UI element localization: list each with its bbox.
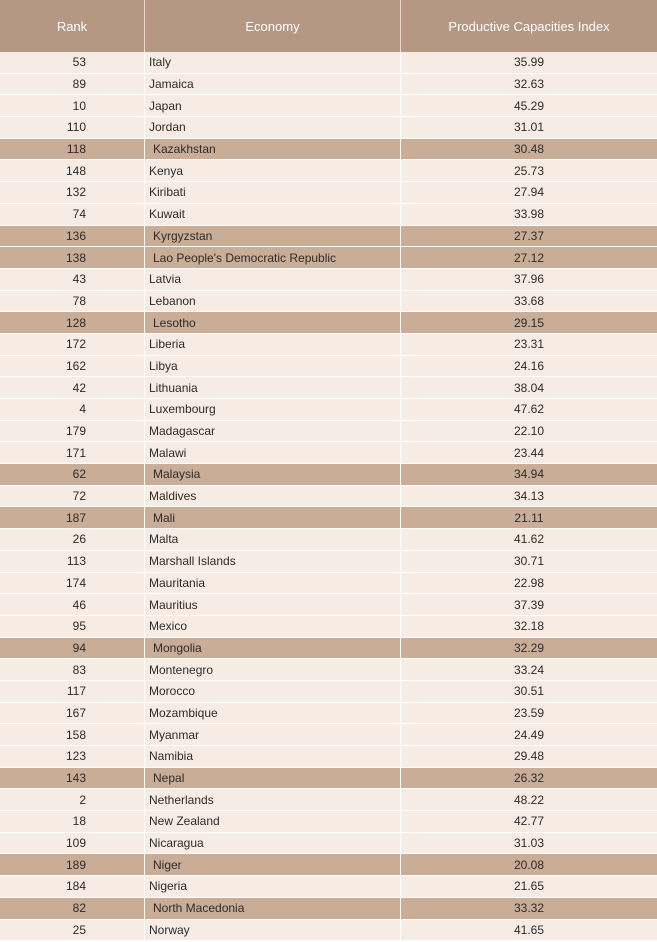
economy-cell: New Zealand bbox=[145, 811, 401, 833]
rank-cell: 113 bbox=[0, 551, 145, 573]
economy-cell: Madagascar bbox=[145, 421, 401, 443]
rank-cell: 94 bbox=[0, 638, 145, 660]
pci-cell: 33.32 bbox=[401, 898, 657, 920]
pci-cell: 33.68 bbox=[401, 291, 657, 313]
rank-cell: 74 bbox=[0, 204, 145, 226]
rank-cell: 123 bbox=[0, 746, 145, 768]
economy-cell: Mali bbox=[145, 507, 401, 529]
economy-cell: Jamaica bbox=[145, 74, 401, 96]
economy-cell: Lebanon bbox=[145, 291, 401, 313]
pci-cell: 23.31 bbox=[401, 334, 657, 356]
economy-cell: Kyrgyzstan bbox=[145, 226, 401, 248]
pci-cell: 22.10 bbox=[401, 421, 657, 443]
economy-cell: Netherlands bbox=[145, 789, 401, 811]
economy-cell: Nicaragua bbox=[145, 833, 401, 855]
pci-cell: 45.29 bbox=[401, 95, 657, 117]
economy-cell: Liberia bbox=[145, 334, 401, 356]
rank-cell: 184 bbox=[0, 876, 145, 898]
economy-cell: Mexico bbox=[145, 616, 401, 638]
economy-cell: Jordan bbox=[145, 117, 401, 139]
rank-cell: 143 bbox=[0, 768, 145, 790]
rank-cell: 83 bbox=[0, 659, 145, 681]
pci-cell: 41.65 bbox=[401, 920, 657, 942]
pci-cell: 48.22 bbox=[401, 789, 657, 811]
pci-cell: 21.65 bbox=[401, 876, 657, 898]
rank-cell: 148 bbox=[0, 160, 145, 182]
economy-cell: Malawi bbox=[145, 442, 401, 464]
economy-cell: Mauritania bbox=[145, 573, 401, 595]
rank-cell: 2 bbox=[0, 789, 145, 811]
pci-cell: 42.77 bbox=[401, 811, 657, 833]
rank-cell: 18 bbox=[0, 811, 145, 833]
rank-cell: 53 bbox=[0, 52, 145, 74]
pci-cell: 27.12 bbox=[401, 247, 657, 269]
rank-cell: 46 bbox=[0, 594, 145, 616]
pci-cell: 23.59 bbox=[401, 703, 657, 725]
rank-cell: 136 bbox=[0, 226, 145, 248]
header-rank[interactable]: Rank bbox=[0, 0, 145, 52]
economy-cell: Niger bbox=[145, 854, 401, 876]
rank-cell: 158 bbox=[0, 724, 145, 746]
economy-cell: Luxembourg bbox=[145, 399, 401, 421]
pci-cell: 21.11 bbox=[401, 507, 657, 529]
rank-cell: 128 bbox=[0, 312, 145, 334]
rank-cell: 117 bbox=[0, 681, 145, 703]
economy-cell: Nigeria bbox=[145, 876, 401, 898]
pci-cell: 33.98 bbox=[401, 204, 657, 226]
pci-cell: 32.18 bbox=[401, 616, 657, 638]
economy-cell: Lao People's Democratic Republic bbox=[145, 247, 401, 269]
pci-cell: 27.37 bbox=[401, 226, 657, 248]
rank-cell: 174 bbox=[0, 573, 145, 595]
rank-cell: 82 bbox=[0, 898, 145, 920]
rank-cell: 62 bbox=[0, 464, 145, 486]
pci-cell: 30.51 bbox=[401, 681, 657, 703]
economy-cell: Mozambique bbox=[145, 703, 401, 725]
rank-cell: 72 bbox=[0, 486, 145, 508]
rank-cell: 43 bbox=[0, 269, 145, 291]
pci-cell: 30.48 bbox=[401, 139, 657, 161]
economy-cell: Malta bbox=[145, 529, 401, 551]
pci-cell: 47.62 bbox=[401, 399, 657, 421]
pci-cell: 24.49 bbox=[401, 724, 657, 746]
header-pci[interactable]: Productive Capacities Index bbox=[401, 0, 657, 52]
pci-cell: 41.62 bbox=[401, 529, 657, 551]
economy-cell: Japan bbox=[145, 95, 401, 117]
economy-cell: Mauritius bbox=[145, 594, 401, 616]
economy-cell: Kazakhstan bbox=[145, 139, 401, 161]
economy-cell: Kuwait bbox=[145, 204, 401, 226]
rank-cell: 118 bbox=[0, 139, 145, 161]
rank-cell: 95 bbox=[0, 616, 145, 638]
pci-cell: 22.98 bbox=[401, 573, 657, 595]
economy-cell: Italy bbox=[145, 52, 401, 74]
pci-cell: 25.73 bbox=[401, 160, 657, 182]
rank-cell: 78 bbox=[0, 291, 145, 313]
pci-cell: 26.32 bbox=[401, 768, 657, 790]
economy-cell: Montenegro bbox=[145, 659, 401, 681]
pci-cell: 37.96 bbox=[401, 269, 657, 291]
rank-cell: 109 bbox=[0, 833, 145, 855]
pci-cell: 29.15 bbox=[401, 312, 657, 334]
rank-cell: 138 bbox=[0, 247, 145, 269]
rank-cell: 167 bbox=[0, 703, 145, 725]
economy-cell: Malaysia bbox=[145, 464, 401, 486]
economy-cell: Latvia bbox=[145, 269, 401, 291]
economy-cell: Marshall Islands bbox=[145, 551, 401, 573]
economy-cell: Myanmar bbox=[145, 724, 401, 746]
pci-cell: 24.16 bbox=[401, 356, 657, 378]
pci-cell: 38.04 bbox=[401, 377, 657, 399]
pci-cell: 27.94 bbox=[401, 182, 657, 204]
rank-cell: 26 bbox=[0, 529, 145, 551]
pci-cell: 20.08 bbox=[401, 854, 657, 876]
pci-cell: 30.71 bbox=[401, 551, 657, 573]
economy-cell: Libya bbox=[145, 356, 401, 378]
economy-cell: North Macedonia bbox=[145, 898, 401, 920]
rank-cell: 89 bbox=[0, 74, 145, 96]
rank-cell: 132 bbox=[0, 182, 145, 204]
pci-cell: 35.99 bbox=[401, 52, 657, 74]
header-economy[interactable]: Economy bbox=[145, 0, 401, 52]
economy-cell: Mongolia bbox=[145, 638, 401, 660]
pci-cell: 32.63 bbox=[401, 74, 657, 96]
economy-cell: Lesotho bbox=[145, 312, 401, 334]
rank-cell: 187 bbox=[0, 507, 145, 529]
rank-cell: 42 bbox=[0, 377, 145, 399]
economy-cell: Kiribati bbox=[145, 182, 401, 204]
economy-cell: Nepal bbox=[145, 768, 401, 790]
economy-cell: Namibia bbox=[145, 746, 401, 768]
economy-cell: Morocco bbox=[145, 681, 401, 703]
rank-cell: 10 bbox=[0, 95, 145, 117]
rank-cell: 171 bbox=[0, 442, 145, 464]
pci-cell: 29.48 bbox=[401, 746, 657, 768]
economy-cell: Norway bbox=[145, 920, 401, 942]
rank-cell: 162 bbox=[0, 356, 145, 378]
pci-cell: 31.03 bbox=[401, 833, 657, 855]
pci-cell: 37.39 bbox=[401, 594, 657, 616]
rank-cell: 4 bbox=[0, 399, 145, 421]
pci-cell: 32.29 bbox=[401, 638, 657, 660]
economy-cell: Lithuania bbox=[145, 377, 401, 399]
economy-cell: Kenya bbox=[145, 160, 401, 182]
rank-cell: 110 bbox=[0, 117, 145, 139]
pci-cell: 33.24 bbox=[401, 659, 657, 681]
rank-cell: 172 bbox=[0, 334, 145, 356]
rank-cell: 25 bbox=[0, 920, 145, 942]
rank-cell: 179 bbox=[0, 421, 145, 443]
pci-cell: 34.94 bbox=[401, 464, 657, 486]
rank-cell: 189 bbox=[0, 854, 145, 876]
economy-cell: Maldives bbox=[145, 486, 401, 508]
pci-cell: 23.44 bbox=[401, 442, 657, 464]
pci-cell: 34.13 bbox=[401, 486, 657, 508]
pci-cell: 31.01 bbox=[401, 117, 657, 139]
